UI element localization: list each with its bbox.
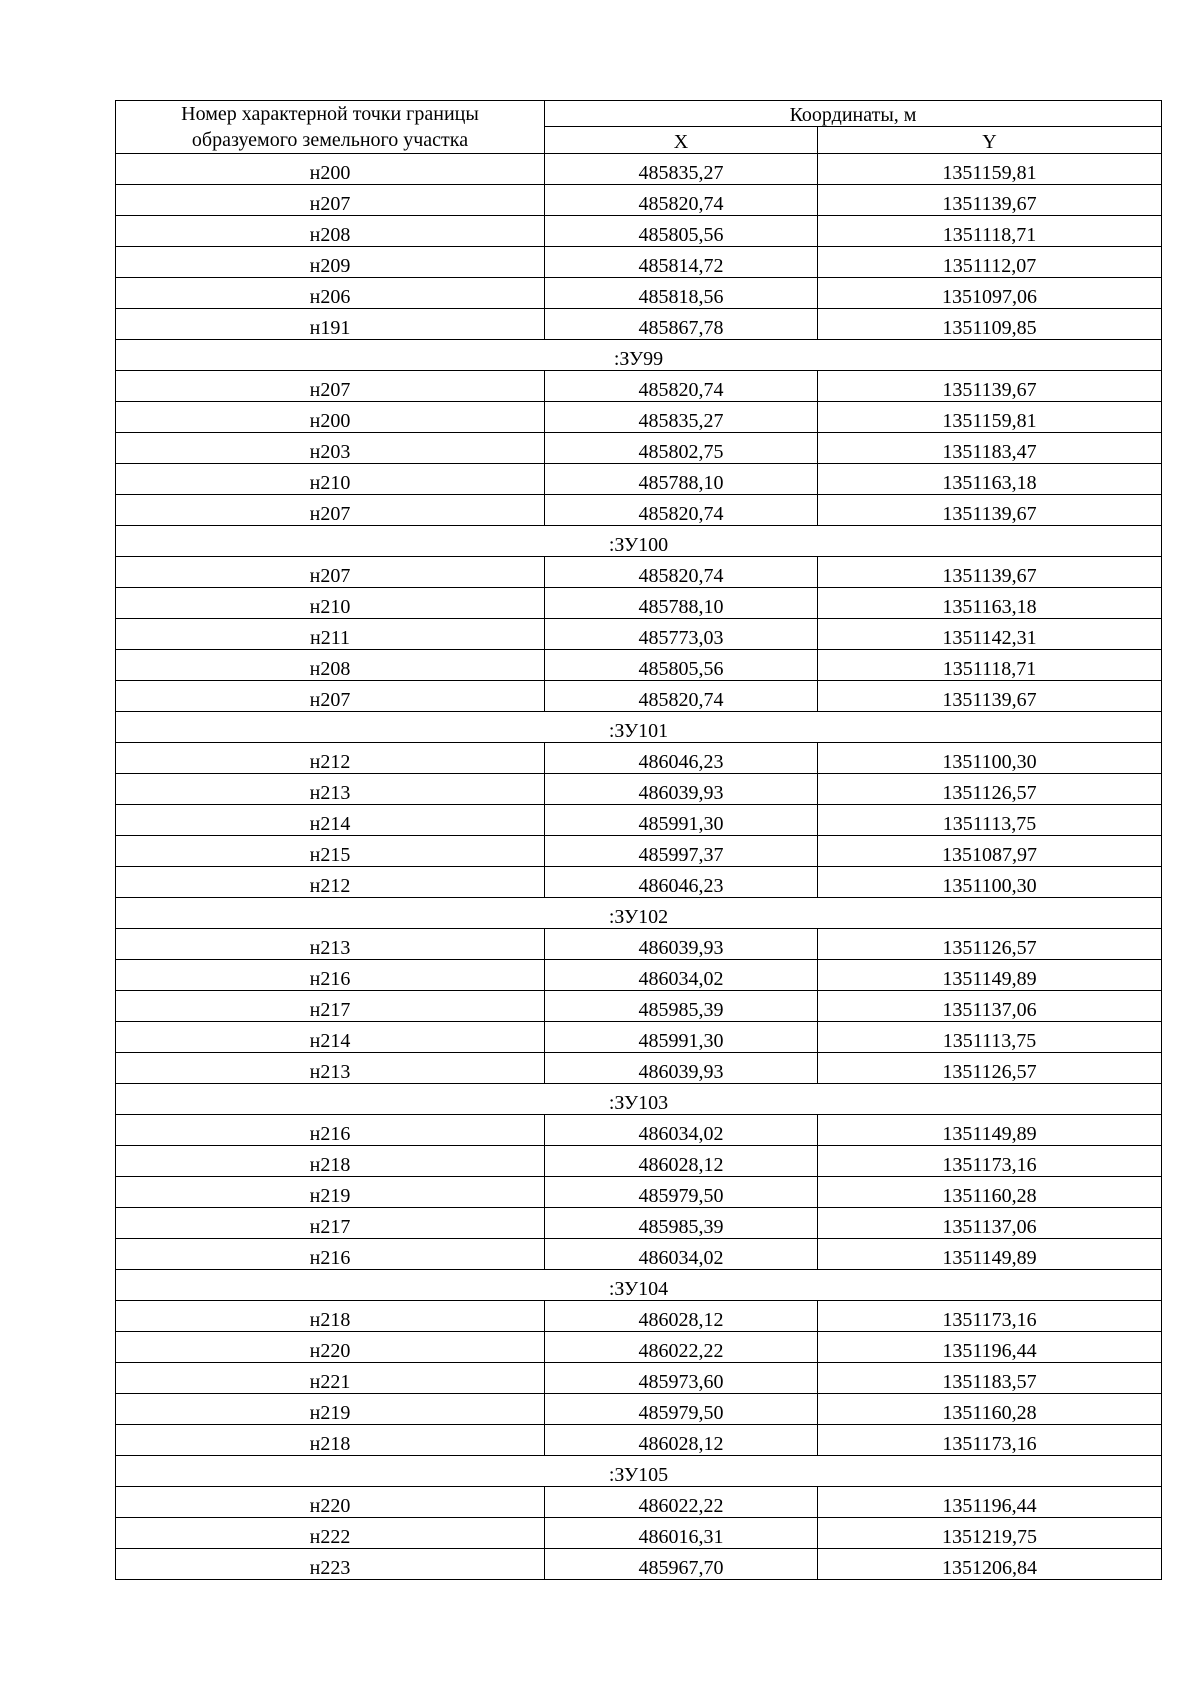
x-coordinate-cell: 485818,56 (545, 278, 818, 309)
x-coordinate-cell: 485820,74 (545, 557, 818, 588)
table-row (116, 929, 1162, 960)
x-coordinate-cell: 486039,93 (545, 1053, 818, 1084)
coordinates-table (115, 100, 1162, 1580)
header-y: Y (818, 127, 1162, 154)
x-coordinate-cell: 485805,56 (545, 650, 818, 681)
y-coordinate-cell: 1351126,57 (818, 1053, 1162, 1084)
point-number-cell: н223 (116, 1549, 545, 1580)
x-coordinate-cell: 486046,23 (545, 867, 818, 898)
y-coordinate-cell: 1351160,28 (818, 1394, 1162, 1425)
x-coordinate-cell: 485802,75 (545, 433, 818, 464)
table-row (116, 1239, 1162, 1270)
y-coordinate-cell: 1351173,16 (818, 1425, 1162, 1456)
x-coordinate-cell: 485835,27 (545, 402, 818, 433)
point-number-cell: н206 (116, 278, 545, 309)
x-coordinate-cell: 485997,37 (545, 836, 818, 867)
table-row (116, 991, 1162, 1022)
y-coordinate-cell: 1351100,30 (818, 743, 1162, 774)
table-row (116, 402, 1162, 433)
table-row (116, 1115, 1162, 1146)
table-row (116, 1363, 1162, 1394)
table-row (116, 1549, 1162, 1580)
table-row (116, 1053, 1162, 1084)
table-row (116, 309, 1162, 340)
point-number-cell: н207 (116, 495, 545, 526)
section-label: :ЗУ101 (116, 712, 1162, 743)
y-coordinate-cell: 1351206,84 (818, 1549, 1162, 1580)
y-coordinate-cell: 1351196,44 (818, 1332, 1162, 1363)
x-coordinate-cell: 485788,10 (545, 588, 818, 619)
table-row (116, 588, 1162, 619)
x-coordinate-cell: 485820,74 (545, 681, 818, 712)
section-row (116, 712, 1162, 743)
table-row (116, 278, 1162, 309)
point-number-cell: н216 (116, 960, 545, 991)
point-number-cell: н212 (116, 743, 545, 774)
x-coordinate-cell: 485985,39 (545, 991, 818, 1022)
point-number-cell: н220 (116, 1487, 545, 1518)
table-row (116, 650, 1162, 681)
point-number-cell: н215 (116, 836, 545, 867)
y-coordinate-cell: 1351100,30 (818, 867, 1162, 898)
table-row (116, 1518, 1162, 1549)
y-coordinate-cell: 1351097,06 (818, 278, 1162, 309)
table-row (116, 836, 1162, 867)
table-row (116, 681, 1162, 712)
x-coordinate-cell: 486039,93 (545, 774, 818, 805)
x-coordinate-cell: 486028,12 (545, 1146, 818, 1177)
x-coordinate-cell: 485973,60 (545, 1363, 818, 1394)
x-coordinate-cell: 485788,10 (545, 464, 818, 495)
x-coordinate-cell: 486022,22 (545, 1487, 818, 1518)
y-coordinate-cell: 1351109,85 (818, 309, 1162, 340)
section-label: :ЗУ100 (116, 526, 1162, 557)
section-row (116, 898, 1162, 929)
point-number-cell: н213 (116, 774, 545, 805)
x-coordinate-cell: 486016,31 (545, 1518, 818, 1549)
y-coordinate-cell: 1351159,81 (818, 402, 1162, 433)
x-coordinate-cell: 485805,56 (545, 216, 818, 247)
y-coordinate-cell: 1351149,89 (818, 1239, 1162, 1270)
table-row (116, 1146, 1162, 1177)
y-coordinate-cell: 1351149,89 (818, 1115, 1162, 1146)
y-coordinate-cell: 1351126,57 (818, 774, 1162, 805)
x-coordinate-cell: 485985,39 (545, 1208, 818, 1239)
section-label: :ЗУ99 (116, 340, 1162, 371)
y-coordinate-cell: 1351137,06 (818, 1208, 1162, 1239)
table-row (116, 1332, 1162, 1363)
point-number-cell: н210 (116, 464, 545, 495)
table-row (116, 867, 1162, 898)
x-coordinate-cell: 486028,12 (545, 1425, 818, 1456)
table-row (116, 557, 1162, 588)
y-coordinate-cell: 1351183,57 (818, 1363, 1162, 1394)
y-coordinate-cell: 1351163,18 (818, 588, 1162, 619)
section-label: :ЗУ103 (116, 1084, 1162, 1115)
y-coordinate-cell: 1351139,67 (818, 557, 1162, 588)
point-number-cell: н214 (116, 1022, 545, 1053)
section-row (116, 1456, 1162, 1487)
y-coordinate-cell: 1351112,07 (818, 247, 1162, 278)
header-x: X (545, 127, 818, 154)
y-coordinate-cell: 1351183,47 (818, 433, 1162, 464)
point-number-cell: н211 (116, 619, 545, 650)
point-number-cell: н200 (116, 154, 545, 185)
table-row (116, 216, 1162, 247)
x-coordinate-cell: 485867,78 (545, 309, 818, 340)
point-number-cell: н213 (116, 929, 545, 960)
y-coordinate-cell: 1351137,06 (818, 991, 1162, 1022)
y-coordinate-cell: 1351173,16 (818, 1146, 1162, 1177)
x-coordinate-cell: 486034,02 (545, 960, 818, 991)
y-coordinate-cell: 1351118,71 (818, 650, 1162, 681)
y-coordinate-cell: 1351139,67 (818, 681, 1162, 712)
point-number-cell: н222 (116, 1518, 545, 1549)
x-coordinate-cell: 486028,12 (545, 1301, 818, 1332)
table-row (116, 495, 1162, 526)
table-row (116, 1394, 1162, 1425)
table-row (116, 774, 1162, 805)
y-coordinate-cell: 1351160,28 (818, 1177, 1162, 1208)
x-coordinate-cell: 485773,03 (545, 619, 818, 650)
y-coordinate-cell: 1351118,71 (818, 216, 1162, 247)
table-row (116, 743, 1162, 774)
section-row (116, 1270, 1162, 1301)
point-number-cell: н216 (116, 1115, 545, 1146)
table-row (116, 805, 1162, 836)
point-number-cell: н208 (116, 650, 545, 681)
x-coordinate-cell: 485835,27 (545, 154, 818, 185)
x-coordinate-cell: 485979,50 (545, 1177, 818, 1208)
point-number-cell: н207 (116, 371, 545, 402)
point-number-cell: н203 (116, 433, 545, 464)
x-coordinate-cell: 486046,23 (545, 743, 818, 774)
table-row (116, 1208, 1162, 1239)
x-coordinate-cell: 485820,74 (545, 371, 818, 402)
y-coordinate-cell: 1351142,31 (818, 619, 1162, 650)
table-row (116, 1487, 1162, 1518)
point-number-cell: н217 (116, 991, 545, 1022)
table-row (116, 154, 1162, 185)
point-number-cell: н207 (116, 185, 545, 216)
y-coordinate-cell: 1351087,97 (818, 836, 1162, 867)
y-coordinate-cell: 1351159,81 (818, 154, 1162, 185)
y-coordinate-cell: 1351196,44 (818, 1487, 1162, 1518)
table-row (116, 1022, 1162, 1053)
y-coordinate-cell: 1351139,67 (818, 185, 1162, 216)
y-coordinate-cell: 1351163,18 (818, 464, 1162, 495)
point-number-cell: н207 (116, 557, 545, 588)
y-coordinate-cell: 1351113,75 (818, 1022, 1162, 1053)
y-coordinate-cell: 1351149,89 (818, 960, 1162, 991)
y-coordinate-cell: 1351139,67 (818, 495, 1162, 526)
point-number-cell: н214 (116, 805, 545, 836)
x-coordinate-cell: 485991,30 (545, 1022, 818, 1053)
header-point-number: Номер характерной точки границы образуемого земельного участка (116, 101, 545, 154)
x-coordinate-cell: 485979,50 (545, 1394, 818, 1425)
section-label: :ЗУ102 (116, 898, 1162, 929)
point-number-cell: н212 (116, 867, 545, 898)
table-row (116, 464, 1162, 495)
point-number-cell: н218 (116, 1425, 545, 1456)
table-row (116, 1425, 1162, 1456)
x-coordinate-cell: 486034,02 (545, 1115, 818, 1146)
point-number-cell: н207 (116, 681, 545, 712)
table-row (116, 371, 1162, 402)
table-header (116, 101, 1162, 154)
x-coordinate-cell: 485814,72 (545, 247, 818, 278)
y-coordinate-cell: 1351139,67 (818, 371, 1162, 402)
x-coordinate-cell: 485820,74 (545, 495, 818, 526)
point-number-cell: н217 (116, 1208, 545, 1239)
table-row (116, 185, 1162, 216)
point-number-cell: н218 (116, 1146, 545, 1177)
table-row (116, 433, 1162, 464)
table-row (116, 960, 1162, 991)
y-coordinate-cell: 1351219,75 (818, 1518, 1162, 1549)
point-number-cell: н213 (116, 1053, 545, 1084)
y-coordinate-cell: 1351113,75 (818, 805, 1162, 836)
point-number-cell: н191 (116, 309, 545, 340)
point-number-cell: н218 (116, 1301, 545, 1332)
section-row (116, 526, 1162, 557)
point-number-cell: н221 (116, 1363, 545, 1394)
y-coordinate-cell: 1351126,57 (818, 929, 1162, 960)
section-label: :ЗУ105 (116, 1456, 1162, 1487)
x-coordinate-cell: 486039,93 (545, 929, 818, 960)
point-number-cell: н219 (116, 1394, 545, 1425)
table-row (116, 1177, 1162, 1208)
section-row (116, 1084, 1162, 1115)
point-number-cell: н219 (116, 1177, 545, 1208)
section-row (116, 340, 1162, 371)
x-coordinate-cell: 485967,70 (545, 1549, 818, 1580)
point-number-cell: н220 (116, 1332, 545, 1363)
point-number-cell: н200 (116, 402, 545, 433)
section-label: :ЗУ104 (116, 1270, 1162, 1301)
x-coordinate-cell: 485820,74 (545, 185, 818, 216)
point-number-cell: н209 (116, 247, 545, 278)
point-number-cell: н210 (116, 588, 545, 619)
point-number-cell: н208 (116, 216, 545, 247)
x-coordinate-cell: 486034,02 (545, 1239, 818, 1270)
table-row (116, 619, 1162, 650)
table-body (116, 154, 1162, 1580)
point-number-cell: н216 (116, 1239, 545, 1270)
header-coordinates: Координаты, м (545, 101, 1162, 127)
table-row (116, 247, 1162, 278)
table-row (116, 1301, 1162, 1332)
x-coordinate-cell: 485991,30 (545, 805, 818, 836)
x-coordinate-cell: 486022,22 (545, 1332, 818, 1363)
y-coordinate-cell: 1351173,16 (818, 1301, 1162, 1332)
